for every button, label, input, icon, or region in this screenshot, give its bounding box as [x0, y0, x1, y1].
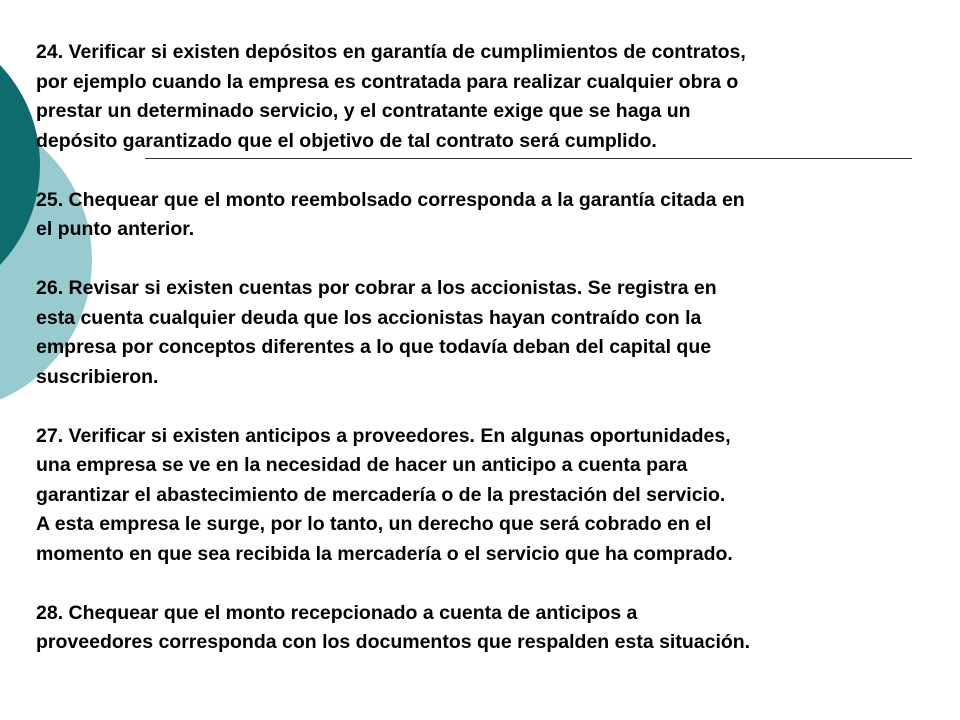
paragraph-26: 26. Revisar si existen cuentas por cobrar a los accionistas. Se registra en esta cuenta cualquier deuda que los accionistas hayan contraído con la empresa por conceptos diferentes a lo que todavía deban del capital que suscribieron. — [36, 277, 717, 388]
slide-body — [36, 38, 936, 658]
paragraph-24: 24. Verificar si existen depósitos en garantía de cumplimientos de contratos, por ejemplo cuando la empresa es contratada para realizar cualquier obra o prestar un determinado servicio, y el contratante exige que se haga un depósito garantizado que el objetivo de tal contrato será cumplido. — [36, 41, 746, 152]
paragraph-27: 27. Verificar si existen anticipos a proveedores. En algunas oportunidades, una empresa se ve en la necesidad de hacer un anticipo a cuenta para garantizar el abastecimiento de mercadería o de la prestación del servicio. A esta empresa le surge, por lo tanto, un derecho que será cobrado en el momento en que sea recibida la mercadería o el servicio que ha comprado. — [36, 424, 733, 565]
paragraph-25: 25. Chequear que el monto reembolsado corresponda a la garantía citada en el punto anterior. — [36, 188, 745, 240]
paragraph-28: 28. Chequear que el monto recepcionado a cuenta de anticipos a proveedores corresponda con los documentos que respalden esta situación. — [36, 601, 751, 653]
